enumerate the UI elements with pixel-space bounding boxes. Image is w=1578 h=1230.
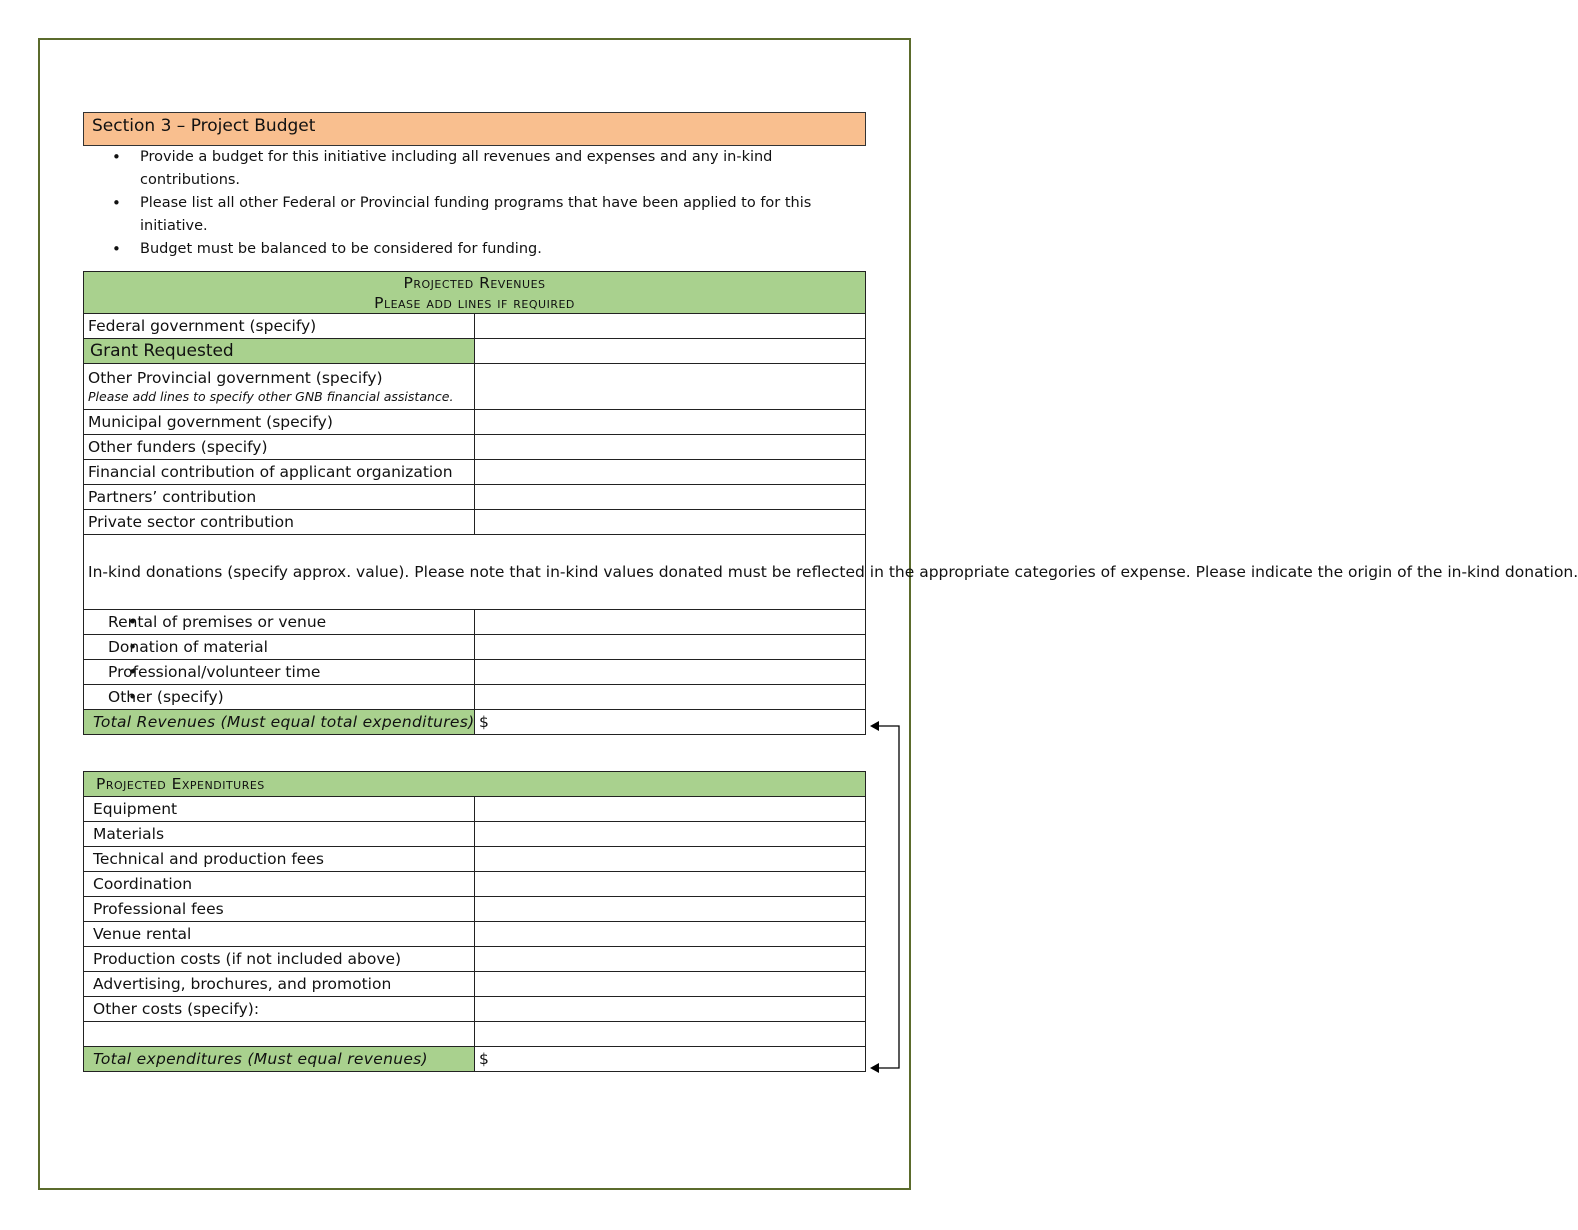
section-title: Section 3 – Project Budget <box>83 112 866 146</box>
expense-advertising-label: Advertising, brochures, and promotion <box>84 972 475 997</box>
revenues-header-title: Projected Revenues <box>403 273 546 292</box>
table-row <box>84 364 866 410</box>
expenditures-table <box>83 771 866 1072</box>
table-row <box>84 339 866 364</box>
table-row <box>84 872 866 897</box>
expense-professional-label: Professional fees <box>84 897 475 922</box>
revenue-municipal-amount[interactable] <box>475 410 866 435</box>
table-row <box>84 822 866 847</box>
table-row <box>84 485 866 510</box>
revenue-provincial-cell <box>84 364 475 410</box>
table-row <box>84 847 866 872</box>
revenue-applicant-amount[interactable] <box>475 460 866 485</box>
revenue-provincial-amount[interactable] <box>475 364 866 410</box>
inkind-rental-amount[interactable] <box>475 610 866 635</box>
expense-equipment-amount[interactable] <box>475 797 866 822</box>
expense-production-amount[interactable] <box>475 947 866 972</box>
table-row <box>84 797 866 822</box>
expense-other-amount[interactable] <box>475 997 866 1022</box>
balance-connector-arrow <box>860 715 910 1085</box>
expense-venue-label: Venue rental <box>84 922 475 947</box>
inkind-other-amount[interactable] <box>475 685 866 710</box>
expense-technical-amount[interactable] <box>475 847 866 872</box>
expense-coordination-amount[interactable] <box>475 872 866 897</box>
revenues-table <box>83 271 1578 735</box>
expenditures-header-row <box>84 772 866 797</box>
revenue-private-amount[interactable] <box>475 510 866 535</box>
revenues-total-label: Total Revenues (Must equal total expenditures) <box>84 710 475 735</box>
revenues-header-subtitle: Please add lines if required <box>374 293 575 312</box>
table-row <box>84 460 866 485</box>
expense-materials-amount[interactable] <box>475 822 866 847</box>
table-row <box>84 435 866 460</box>
table-row <box>84 972 866 997</box>
inkind-material-label: Donation of material <box>108 638 268 656</box>
table-row <box>84 314 866 339</box>
expense-materials-label: Materials <box>84 822 475 847</box>
revenue-provincial-label: Other Provincial government (specify) <box>88 369 383 387</box>
inkind-material-amount[interactable] <box>475 635 866 660</box>
table-row <box>84 947 866 972</box>
expense-advertising-amount[interactable] <box>475 972 866 997</box>
revenue-grant-label: Grant Requested <box>84 339 475 364</box>
expenditures-total-amount[interactable]: $ <box>475 1047 866 1072</box>
inkind-rental-label: Rental of premises or venue <box>108 613 327 631</box>
revenues-header-row <box>84 272 866 314</box>
expense-technical-label: Technical and production fees <box>84 847 475 872</box>
expense-production-label: Production costs (if not included above) <box>84 947 475 972</box>
table-row <box>84 922 866 947</box>
revenue-other-funders-amount[interactable] <box>475 435 866 460</box>
revenue-private-label: Private sector contribution <box>84 510 475 535</box>
table-row <box>84 510 866 535</box>
inkind-material-cell <box>84 635 475 660</box>
revenue-federal-amount[interactable] <box>475 314 866 339</box>
table-row <box>84 635 866 660</box>
expenditures-total-row <box>84 1047 866 1072</box>
table-row <box>84 997 866 1022</box>
revenue-applicant-label: Financial contribution of applicant organization <box>84 460 475 485</box>
expense-other-label: Other costs (specify): <box>84 997 475 1022</box>
table-row <box>84 660 866 685</box>
expense-coordination-label: Coordination <box>84 872 475 897</box>
arrow-head-icon <box>870 1063 879 1073</box>
table-row <box>84 1022 866 1047</box>
expense-professional-amount[interactable] <box>475 897 866 922</box>
revenue-federal-label: Federal government (specify) <box>84 314 475 339</box>
revenue-inkind-label: In-kind donations (specify approx. value). Please note that in-kind values donated must be reflected in the appropriate categories of expense. Please indicate the origin of the in-kind donation. <box>84 535 866 610</box>
table-row <box>84 610 866 635</box>
expense-equipment-label: Equipment <box>84 797 475 822</box>
expense-blank-amount[interactable] <box>475 1022 866 1047</box>
inkind-time-cell <box>84 660 475 685</box>
expense-venue-amount[interactable] <box>475 922 866 947</box>
arrow-head-icon <box>870 721 879 731</box>
instructions-list <box>110 146 850 261</box>
connector-line <box>874 726 899 1068</box>
inkind-other-cell <box>84 685 475 710</box>
expenditures-header: Projected Expenditures <box>84 772 866 797</box>
expense-blank-label[interactable] <box>84 1022 475 1047</box>
revenue-partners-label: Partners’ contribution <box>84 485 475 510</box>
revenue-grant-amount[interactable] <box>475 339 866 364</box>
expenditures-total-label: Total expenditures (Must equal revenues) <box>84 1047 475 1072</box>
revenue-other-funders-label: Other funders (specify) <box>84 435 475 460</box>
instruction-item: • Budget must be balanced to be considered for funding. <box>110 238 850 261</box>
table-row <box>84 685 866 710</box>
inkind-rental-cell <box>84 610 475 635</box>
instruction-item: • Provide a budget for this initiative including all revenues and expenses and any in-kind contributions. <box>110 146 850 192</box>
table-row <box>84 410 866 435</box>
revenue-partners-amount[interactable] <box>475 485 866 510</box>
revenues-total-row <box>84 710 866 735</box>
table-row <box>84 535 866 610</box>
instruction-item: • Please list all other Federal or Provincial funding programs that have been applied to for this initiative. <box>110 192 850 238</box>
inkind-other-label: Other (specify) <box>108 688 224 706</box>
revenues-header <box>84 272 866 314</box>
revenue-provincial-note: Please add lines to specify other GNB financial assistance. <box>88 389 454 404</box>
inkind-time-amount[interactable] <box>475 660 866 685</box>
revenue-municipal-label: Municipal government (specify) <box>84 410 475 435</box>
revenues-total-amount[interactable]: $ <box>475 710 866 735</box>
table-row <box>84 897 866 922</box>
inkind-time-label: Professional/volunteer time <box>108 663 321 681</box>
